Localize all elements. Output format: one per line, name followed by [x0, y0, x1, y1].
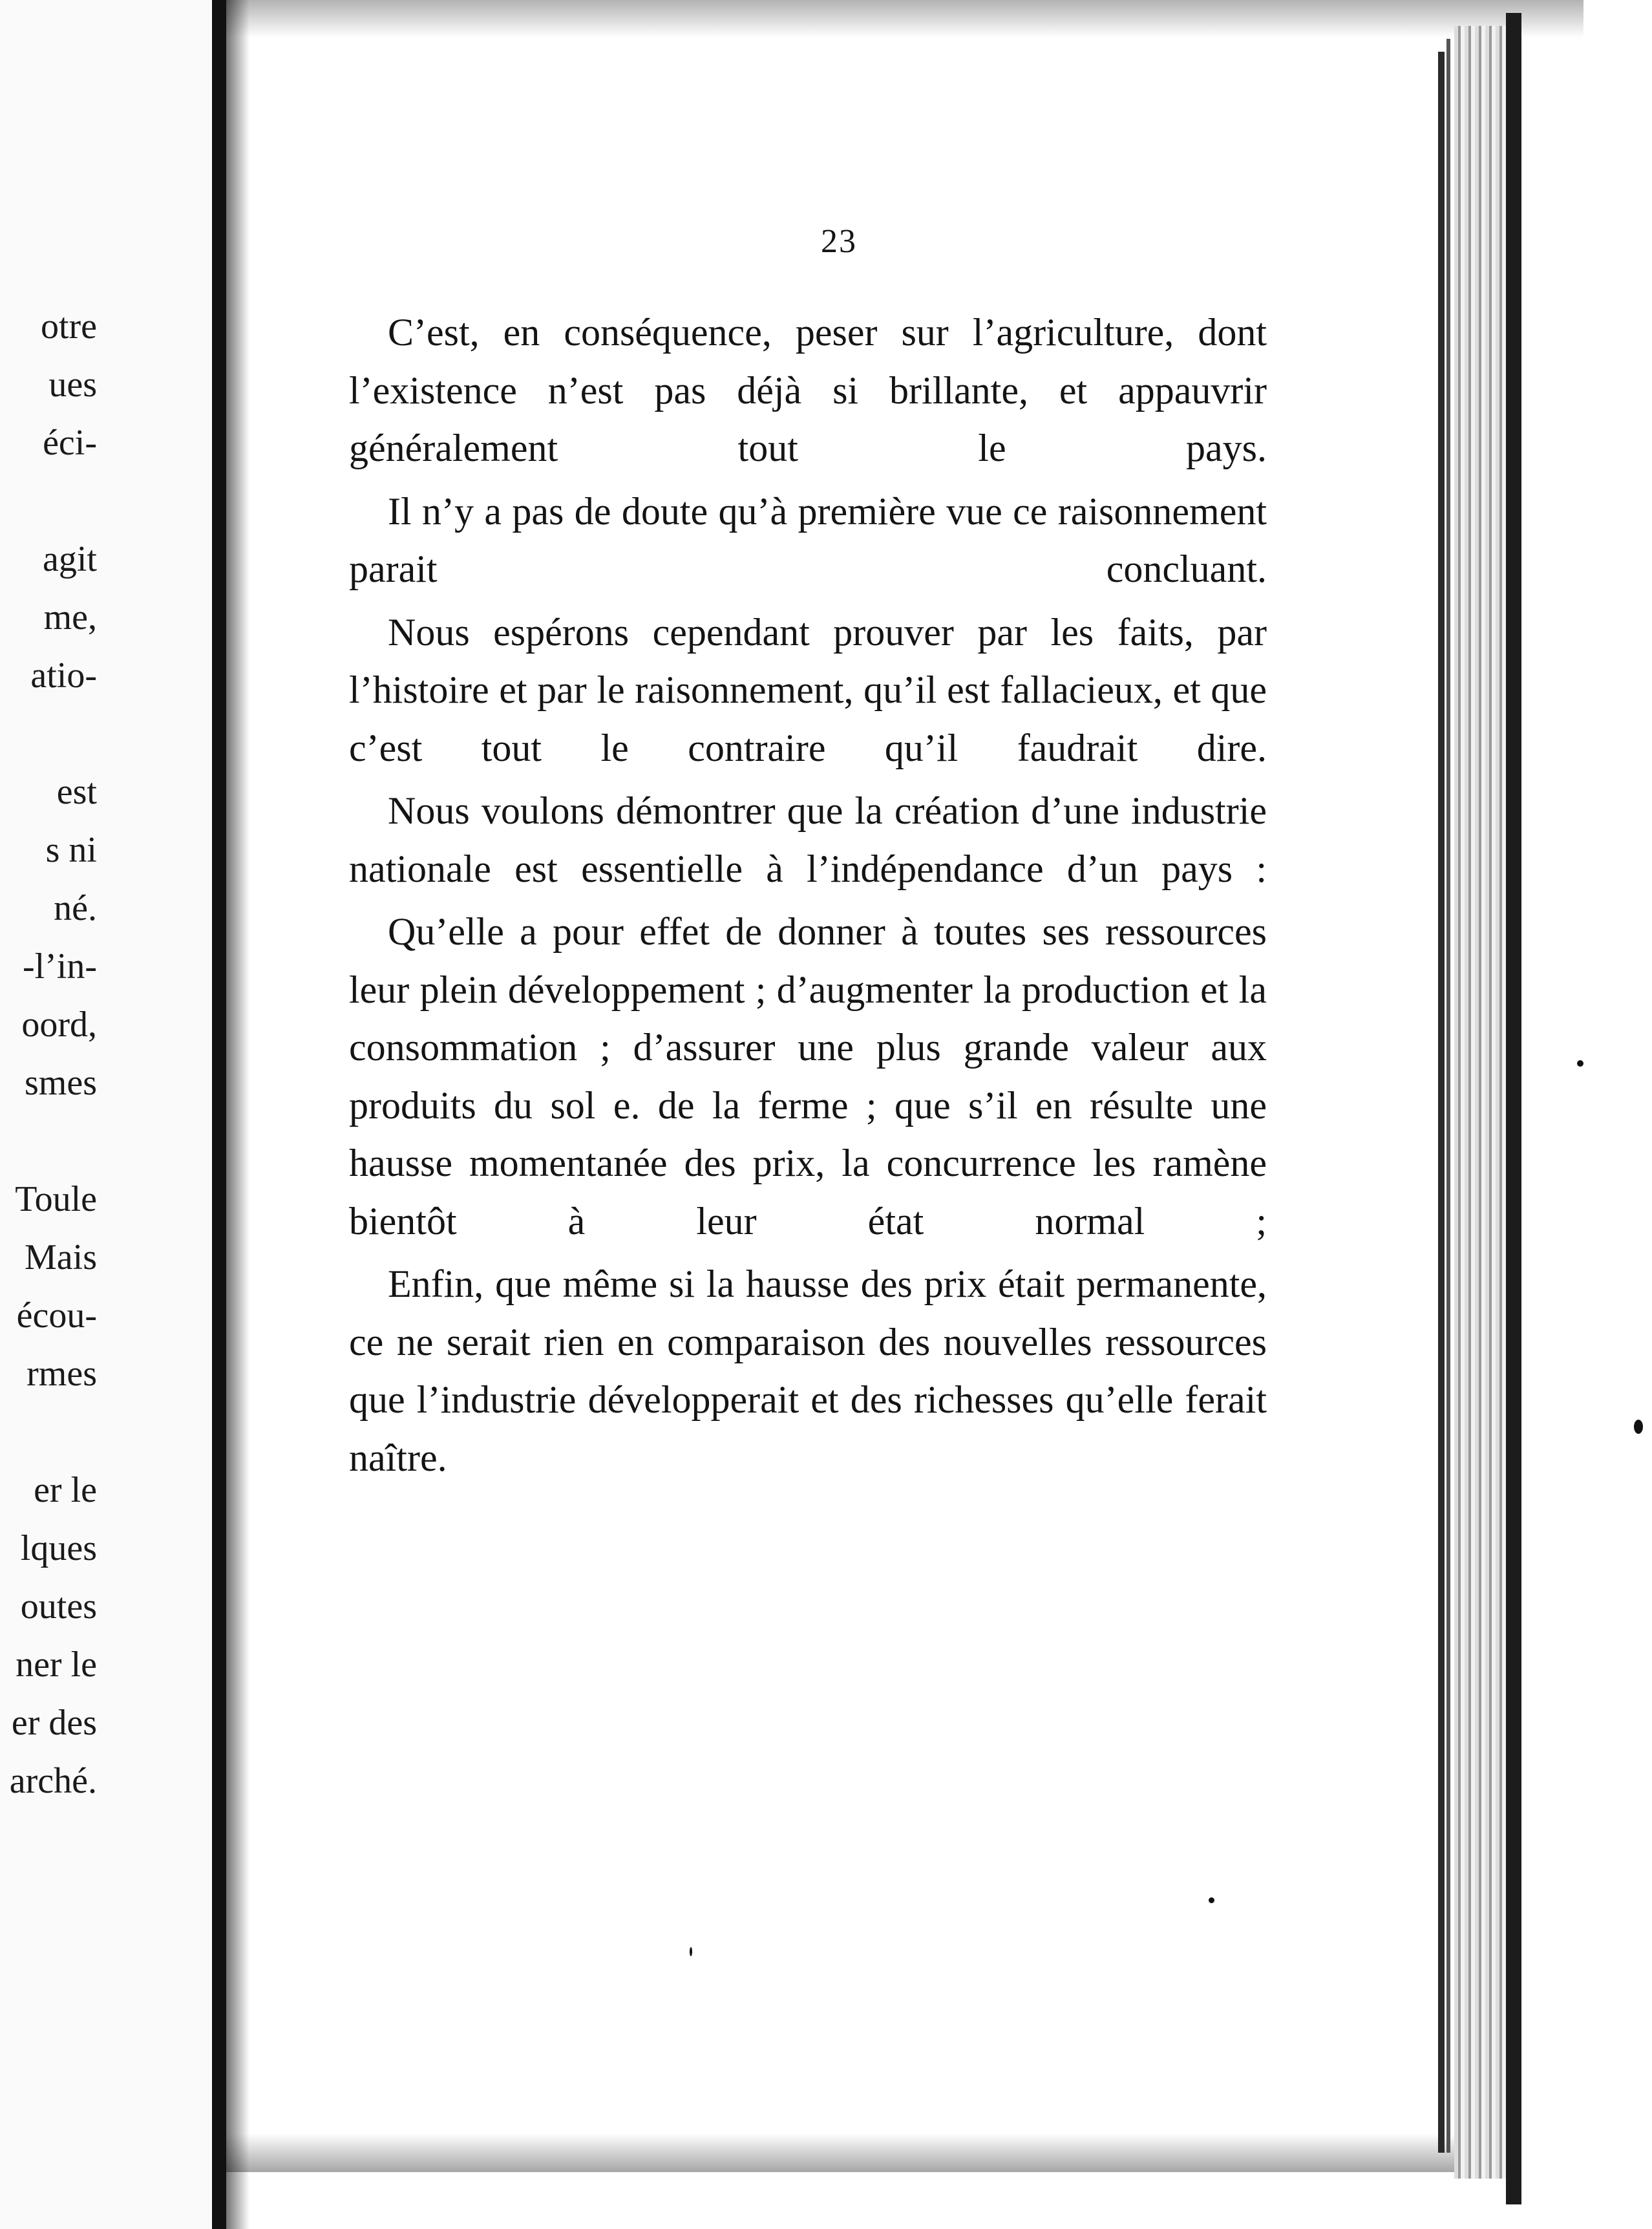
left-line: smes	[25, 1063, 97, 1103]
book-spine	[212, 0, 226, 2229]
left-line: arché.	[9, 1761, 97, 1801]
paragraph	[349, 1255, 1267, 1487]
left-line: me,	[43, 597, 97, 637]
left-line: ues	[48, 365, 97, 405]
paragraph-text: Enfin, que même si la hausse des prix était permanente, ce ne serait rien en comparaison des nouvelles ressources que l’industrie développerait et des richesses qu’elle ferait naître.	[349, 1263, 1267, 1479]
left-line: Toule	[15, 1179, 97, 1219]
left-line-gap	[0, 472, 97, 530]
left-line: rmes	[26, 1354, 97, 1394]
left-line: Mais	[25, 1237, 97, 1277]
dust-speck	[1209, 1897, 1214, 1903]
left-line: ner le	[16, 1645, 97, 1685]
left-line: né.	[54, 888, 97, 928]
dust-speck	[690, 1947, 692, 1956]
page-edge-line	[1438, 52, 1445, 2153]
left-line: agit	[43, 539, 97, 579]
left-line: est	[56, 772, 97, 812]
left-line: s ni	[45, 830, 97, 870]
left-line: atio-	[30, 656, 97, 696]
left-line: er des	[11, 1703, 97, 1743]
left-line-gap	[0, 1112, 97, 1170]
gutter-shadow	[226, 0, 249, 2229]
left-line: lques	[20, 1528, 97, 1568]
paragraph-text: Il n’y a pas de doute qu’à première vue ce raisonnement parait concluant.	[349, 489, 1267, 590]
dust-speck	[1634, 1420, 1643, 1434]
paragraph	[349, 304, 1267, 478]
left-line-gap	[0, 705, 97, 763]
page-edge-line	[1446, 39, 1450, 2153]
paragraph	[349, 483, 1267, 599]
left-line: écou-	[16, 1296, 97, 1336]
paragraph	[349, 903, 1267, 1250]
paragraph-text: Nous espérons cependant prouver par les faits, par l’histoire et par le raisonnement, qu’il est fallacieux, et que c’est tout le contraire qu’il faudrait dire.	[349, 610, 1267, 769]
page-bottom-shadow	[226, 2133, 1454, 2172]
cover-edge	[1506, 13, 1521, 2204]
left-page-fragments	[0, 297, 97, 1810]
page-stack-edges	[1454, 26, 1506, 2179]
paragraph	[349, 782, 1267, 898]
left-line: outes	[20, 1586, 97, 1626]
paragraph-text: C’est, en conséquence, peser sur l’agriculture, dont l’existence n’est pas déjà si brillante, et appauvrir généralement tout le pays.	[349, 311, 1267, 469]
dust-speck	[1577, 1060, 1583, 1067]
paragraph-text: Qu’elle a pour effet de donner à toutes ses ressources leur plein développement ; d’augmenter la production et la consommation ; d’assurer une plus grande valeur aux produits du sol e. de la ferme ; que s’il en résulte une hausse momentanée des prix, la concurrence les ramène bientôt à leur état normal ;	[349, 910, 1267, 1242]
page-body	[349, 304, 1267, 1492]
left-line: otre	[40, 306, 97, 347]
left-line: éci-	[43, 423, 97, 463]
page-top-shadow	[226, 0, 1583, 37]
left-line: er le	[34, 1470, 97, 1510]
paragraph-text: Nous voulons démontrer que la création d’une industrie nationale est essentielle à l’indépendance d’un pays :	[349, 789, 1267, 890]
left-line-gap	[0, 1403, 97, 1461]
paragraph	[349, 604, 1267, 778]
page-number: 23	[821, 223, 857, 260]
left-line: -l’in-	[22, 946, 97, 987]
left-line: oord,	[21, 1005, 97, 1045]
